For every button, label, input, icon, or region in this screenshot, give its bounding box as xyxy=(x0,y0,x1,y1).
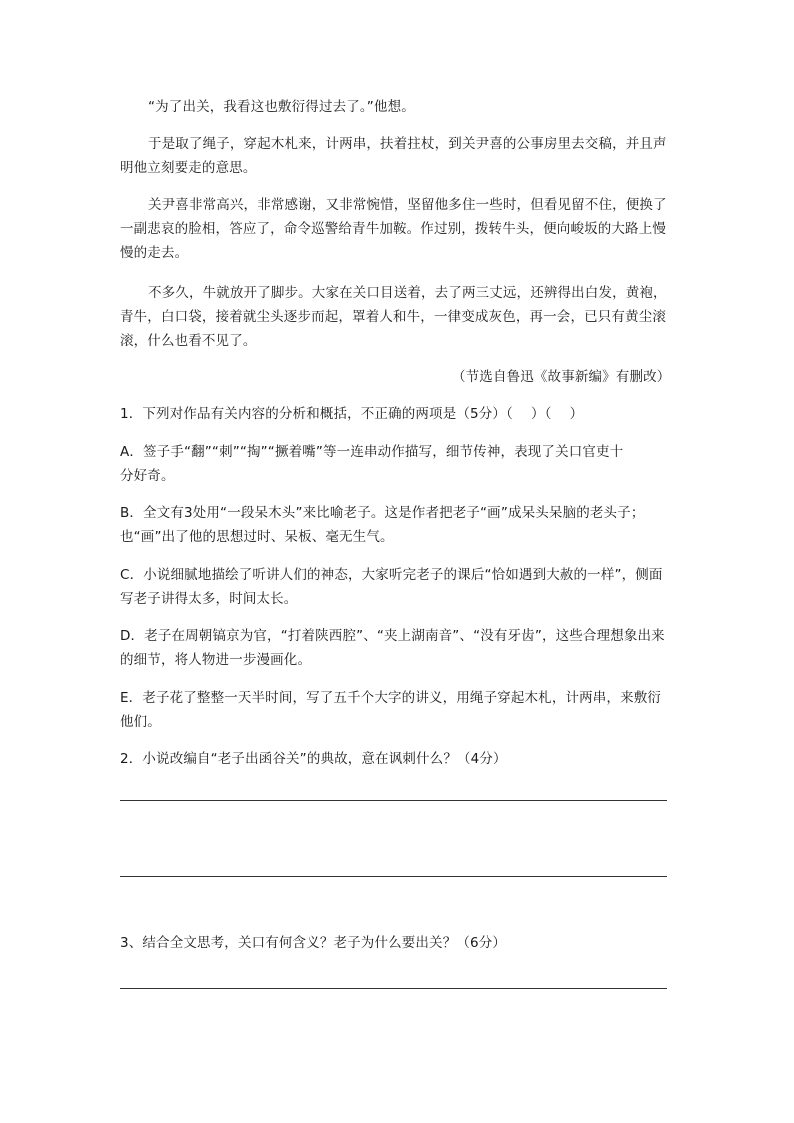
question-3: 3、结合全文思考，关口有何含义？老子为什么要出关？（6分） xyxy=(120,935,507,951)
paragraph-line: 不多久，牛就放开了脚步。大家在关口目送着，去了两三丈远，还辨得出白发，黄袍， xyxy=(148,285,667,301)
option-e: E．老子花了整整一天半时间，写了五千个大字的讲义，用绳子穿起木札，计两串，来敷衍 xyxy=(120,690,662,706)
option-d: D．老子在周朝镐京为官，“打着陕西腔”、“夹上湖南音”、“没有牙齿”，这些合理想象出来 xyxy=(120,628,665,644)
option-d-cont: 的细节，将人物进一步漫画化。 xyxy=(120,652,312,668)
option-b-cont: 也“画”出了他的思想过时、呆板、毫无生气。 xyxy=(120,529,394,545)
paragraph-line: 于是取了绳子，穿起木札来，计两串，扶着拄杖，到关尹喜的公事房里去交稿，并且声 xyxy=(148,136,667,152)
option-c-cont: 写老子讲得太多，时间太长。 xyxy=(120,591,298,607)
paragraph-line: 滚，什么也看不见了。 xyxy=(120,333,257,349)
option-a-cont: 分好奇。 xyxy=(120,468,175,484)
paragraph-line: 明他立刻要走的意思。 xyxy=(120,160,257,176)
option-b: B．全文有3处用“一段呆木头”来比喻老子。这是作者把老子“画”成呆头呆脑的老头子； xyxy=(120,505,645,521)
paragraph-line: 慢的走去。 xyxy=(120,245,189,261)
paragraph-line: 一副悲哀的脸相，答应了，命令巡警给青牛加鞍。作过别，拨转牛头，便向峻坂的大路上慢 xyxy=(120,221,666,237)
option-c: C．小说细腻地描绘了听讲人们的神态，大家听完老子的课后“恰如遇到大赦的一样”，侧面 xyxy=(120,567,663,583)
answer-line[interactable] xyxy=(120,876,667,877)
question-2: 2．小说改编自“老子出函谷关”的典故，意在讽刺什么？（4分） xyxy=(120,751,507,767)
paragraph-line: “为了出关，我看这也敷衍得过去了。”他想。 xyxy=(148,99,415,115)
paragraph-line: 青牛，白口袋，接着就尘头逐步而起，罩着人和牛，一律变成灰色，再一会，已只有黄尘滚 xyxy=(120,309,666,325)
paragraph-line: 关尹喜非常高兴，非常感谢，又非常惋惜，坚留他多住一些时，但看见留不住，便换了 xyxy=(148,197,667,213)
option-e-cont: 他们。 xyxy=(120,714,161,730)
question-1: 1．下列对作品有关内容的分析和概括，不正确的两项是（5分）（ ）（ ） xyxy=(120,406,584,422)
answer-line[interactable] xyxy=(120,800,667,801)
answer-line[interactable] xyxy=(120,988,667,989)
source-citation: （节选自鲁迅《故事新编》有删改） xyxy=(452,369,671,385)
option-a: A．签子手“翻”“刺”“掏”“撅着嘴”等一连串动作描写，细节传神，表现了关口官吏十 xyxy=(120,444,624,460)
